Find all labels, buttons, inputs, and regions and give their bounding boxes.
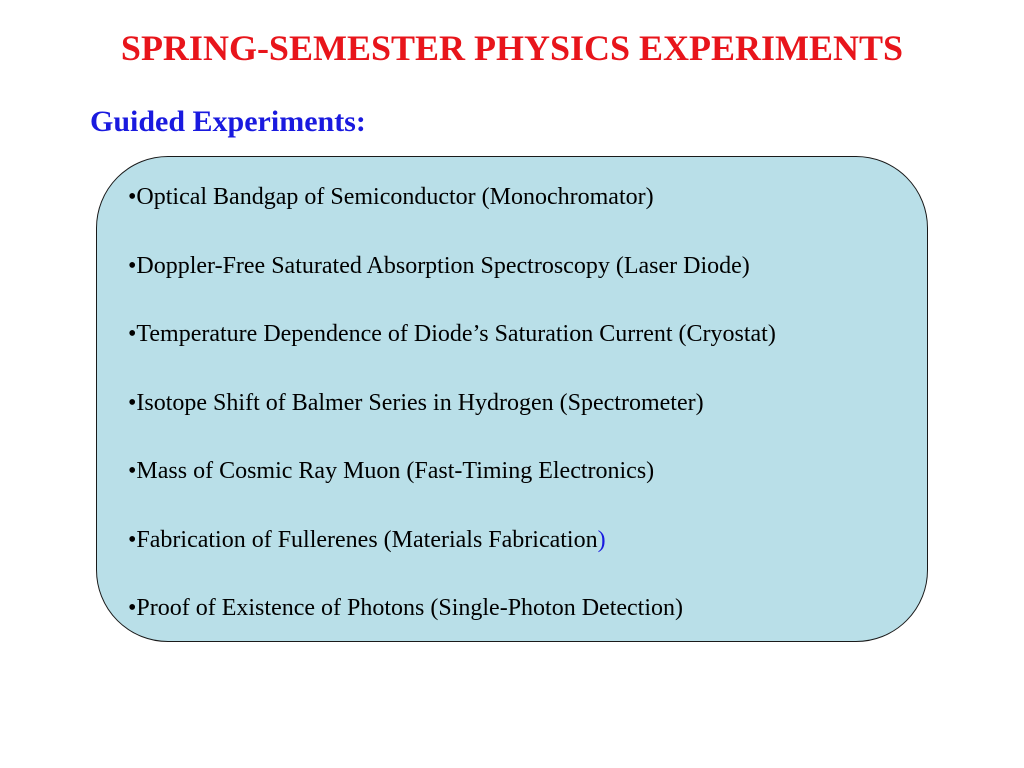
bullet: • bbox=[128, 321, 137, 347]
experiment-label: Doppler-Free Saturated Absorption Spectroscopy (Laser Diode) bbox=[136, 252, 750, 279]
experiment-label: Fabrication of Fullerenes (Materials Fabrication bbox=[136, 526, 598, 553]
bullet: • bbox=[128, 184, 137, 210]
section-heading: Guided Experiments: bbox=[90, 105, 366, 138]
bullet: • bbox=[128, 458, 137, 484]
bullet: • bbox=[128, 389, 137, 416]
experiment-label: Proof of Existence of Photons (Single-Photon Detection) bbox=[136, 595, 683, 621]
list-item bbox=[128, 179, 776, 215]
bullet: • bbox=[128, 526, 137, 553]
list-item bbox=[128, 248, 776, 284]
list-item bbox=[128, 453, 776, 489]
experiment-list bbox=[128, 179, 776, 626]
bullet: • bbox=[128, 595, 137, 621]
list-item bbox=[128, 385, 776, 421]
experiment-label: Mass of Cosmic Ray Muon (Fast-Timing Electronics) bbox=[136, 458, 655, 484]
slide-title: SPRING-SEMESTER PHYSICS EXPERIMENTS bbox=[120, 28, 904, 68]
experiment-label: Isotope Shift of Balmer Series in Hydrogen (Spectrometer) bbox=[136, 389, 704, 416]
list-item bbox=[128, 522, 776, 558]
experiment-label: Temperature Dependence of Diode’s Saturation Current (Cryostat) bbox=[136, 321, 776, 347]
experiment-label: Optical Bandgap of Semiconductor (Monochromator) bbox=[136, 184, 654, 210]
list-item bbox=[128, 590, 776, 626]
bullet: • bbox=[128, 252, 137, 279]
closing-paren: ) bbox=[597, 526, 606, 553]
list-item bbox=[128, 316, 776, 352]
